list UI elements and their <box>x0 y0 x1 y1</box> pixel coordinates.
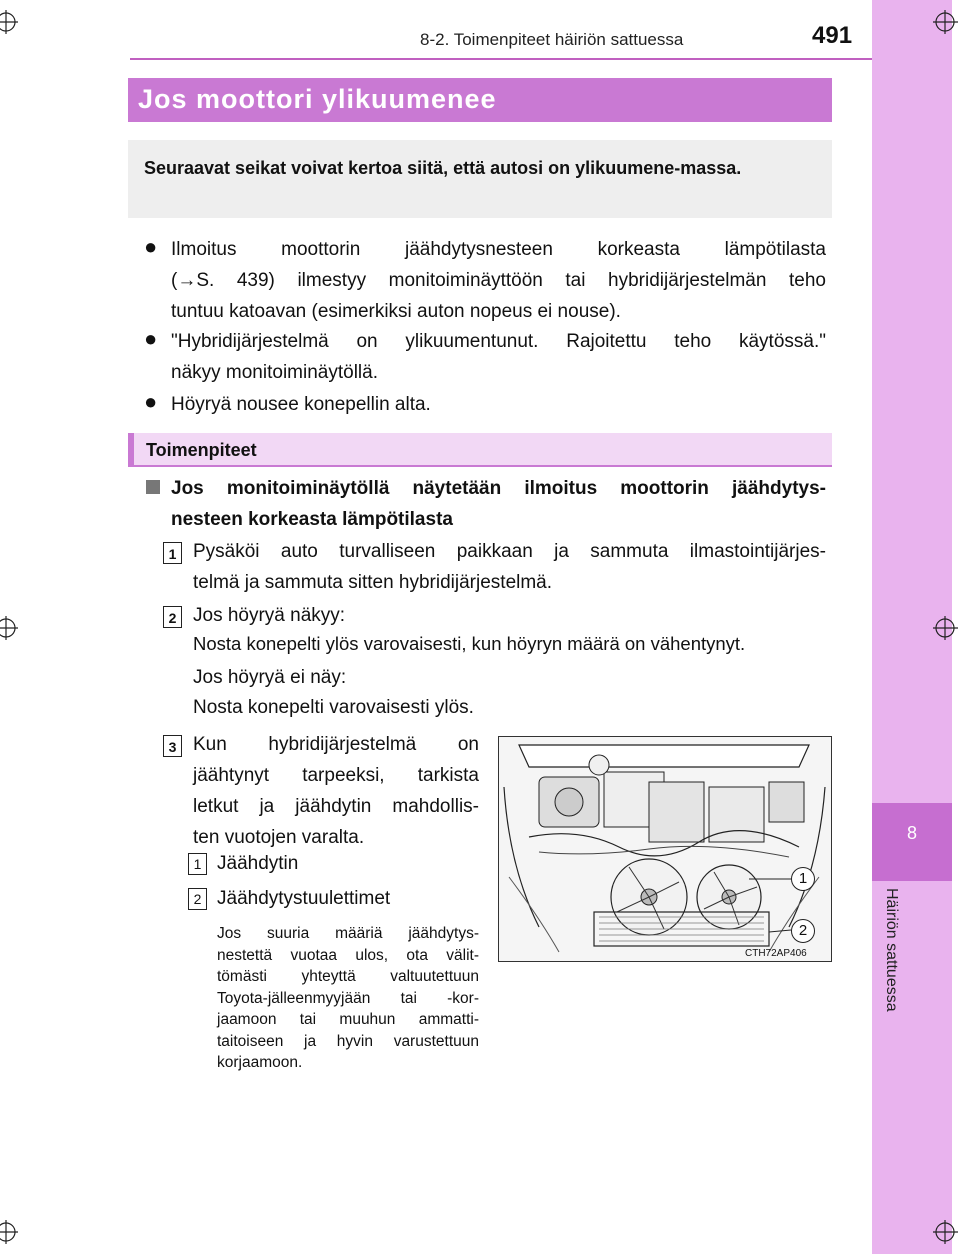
bullet-2-line-1: "Hybridijärjestelmä on ylikuumentunut. Rajoitettu teho käytössä." <box>171 331 826 352</box>
section-breadcrumb: 8-2. Toimenpiteet häiriön sattuessa <box>420 30 684 49</box>
note-line: tömästi yhteyttä valtuutettuun <box>217 968 479 985</box>
step-3-line-3: letkut ja jäähdytin mahdollis- <box>193 796 479 817</box>
legend-number-1: 1 <box>188 853 207 875</box>
bullet-3-line-1: Höyryä nousee konepellin alta. <box>171 394 431 415</box>
bullet-1-line-2: (→S. 439) ilmestyy monitoiminäyttöön tai hybridijärjestelmän teho <box>171 270 826 291</box>
chapter-title-text: Häiriön sattuessa <box>883 888 900 1012</box>
page-title: Jos moottori ylikuumenee <box>138 84 497 114</box>
bullet-1-line-1: Ilmoitus moottorin jäähdytysnesteen korkeasta lämpötilasta <box>171 239 826 260</box>
bullet-icon: ● <box>144 234 158 259</box>
page-number: 491 <box>812 22 853 49</box>
legend-number-2: 2 <box>188 888 207 910</box>
figure-code: CTH72AP406 <box>745 948 807 959</box>
legend-label-2: Jäähdytystuulettimet <box>217 888 391 909</box>
step-2-line-4: Nosta konepelti varovaisesti ylös. <box>193 697 474 718</box>
step-number-2: 2 <box>163 606 182 628</box>
note-line: korjaamoon. <box>217 1054 303 1071</box>
bullet-icon: ● <box>144 389 158 414</box>
section-heading: Toimenpiteet <box>146 440 257 460</box>
step-3-line-4: ten vuotojen varalta. <box>193 827 365 848</box>
step-2-line-1: Jos höyryä näkyy: <box>193 605 346 626</box>
chapter-number: 8 <box>906 823 917 843</box>
note-line: taitoiseen ja hyvin varustettuun <box>217 1032 479 1050</box>
step-number-1: 1 <box>163 542 182 564</box>
case-heading-line-2: nesteen korkeasta lämpötilasta <box>171 509 453 530</box>
step-1-line-2: telmä ja sammuta sitten hybridijärjestelmä. <box>193 572 553 593</box>
note-line: Toyota-jälleenmyyjään tai -kor- <box>217 989 479 1007</box>
step-number-3: 3 <box>163 735 182 757</box>
step-2-line-3: Jos höyryä ei näy: <box>193 667 347 688</box>
note-line: jaamoon tai muuhun ammatti- <box>217 1011 479 1028</box>
bullet-icon: ● <box>144 326 158 351</box>
note-line: nestettä vuotaa ulos, ota välit- <box>217 946 479 964</box>
case-heading-line-1: Jos monitoiminäytöllä näytetään ilmoitus moottorin jäähdytys- <box>171 478 826 499</box>
legend-label-1: Jäähdytin <box>217 853 299 874</box>
callout-1: 1 <box>791 867 815 891</box>
bullet-1-line-3: tuntuu katoavan (esimerkiksi auton nopeus ei nouse). <box>171 301 621 322</box>
step-3-line-2: jäähtynyt tarpeeksi, tarkista <box>193 765 479 786</box>
step-2-line-2: Nosta konepelti ylös varovaisesti, kun höyryn määrä on vähentynyt. <box>193 633 746 654</box>
step-3-line-1: Kun hybridijärjestelmä on <box>193 734 479 755</box>
intro-text: Seuraavat seikat voivat kertoa siitä, että autosi on ylikuumene-massa. <box>144 158 742 178</box>
note-line: Jos suuria määriä jäähdytys- <box>217 925 479 942</box>
callout-2: 2 <box>791 919 815 943</box>
step-1-line-1: Pysäköi auto turvalliseen paikkaan ja sammuta ilmastointijärjes- <box>193 541 826 562</box>
bullet-2-line-2: näkyy monitoiminäytöllä. <box>171 362 378 383</box>
